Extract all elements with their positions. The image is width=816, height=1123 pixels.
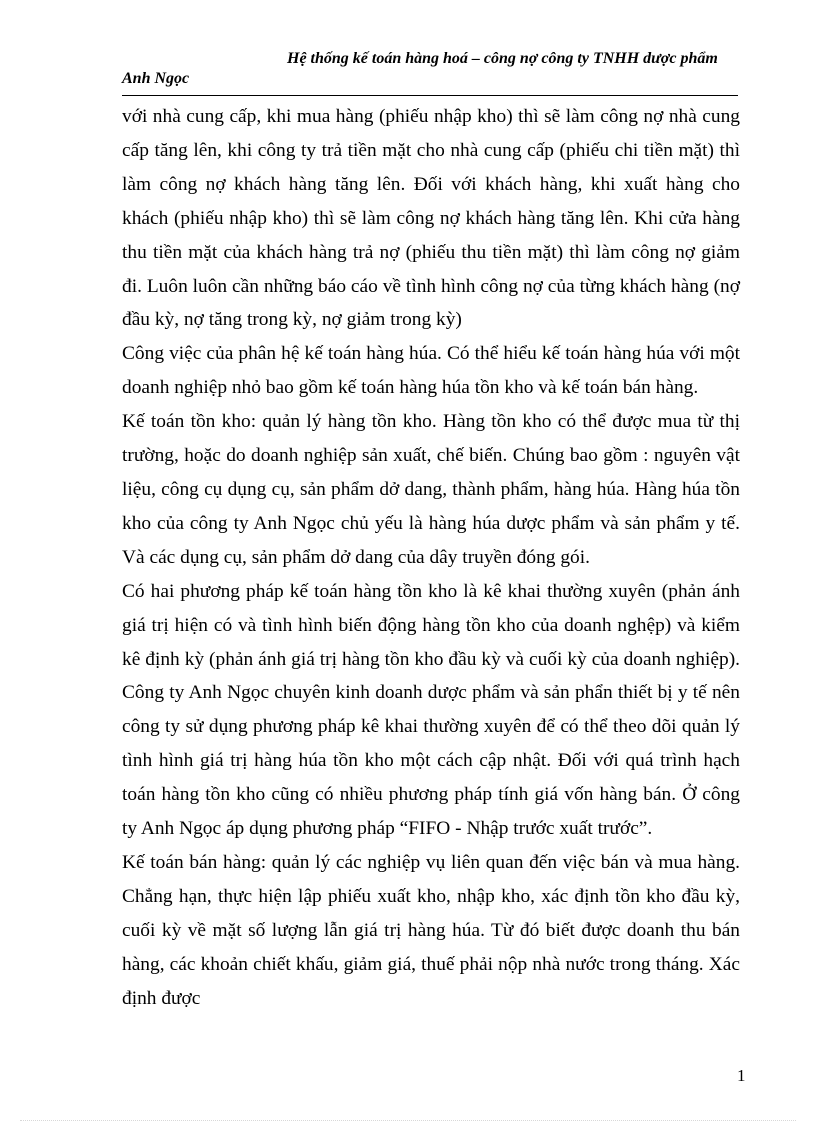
paragraph-debt-tracking: với nhà cung cấp, khi mua hàng (phiếu nhập kho) thì sẽ làm công nợ nhà cung cấp tăng lên, khi công ty trả tiền mặt cho nhà cung cấp (phiếu chi tiền mặt) thì làm công nợ khách hàng tăng lên. Đối với khách hàng, khi xuất hàng cho khách (phiếu nhập kho) thì sẽ làm công nợ khách hàng tăng lên. Khi cửa hàng thu tiền mặt của khách hàng trả nợ (phiếu thu tiền mặt) thì làm công nợ giảm đi. Luôn luôn cần những báo cáo về tình hình công nợ của từng khách hàng (nợ đầu kỳ, nợ tăng trong kỳ, nợ giảm trong kỳ) [122, 106, 740, 331]
paragraph-inventory-methods: Có hai phương pháp kế toán hàng tồn kho là kê khai thường xuyên (phản ánh giá trị hiện có và tình hình biến động hàng tồn kho của doanh nghệp) và kiểm kê định kỳ (phản ánh giá trị hàng tồn kho đầu kỳ và cuối kỳ của doanh nghiệp). Công ty Anh Ngọc chuyên kinh doanh dược phẩm và sản phẩn thiết bị y tế nên công ty sử dụng phương pháp kê khai thường xuyên để có thể theo dõi quản lý tình hình giá trị hàng húa tồn kho một cách cập nhật. Đối với quá trình hạch toán hàng tồn kho cũng có nhiều phương pháp tính giá vốn hàng bán. Ở công ty Anh Ngọc áp dụng phương pháp “FIFO - Nhập trước xuất trước”. [122, 580, 740, 840]
paragraph-goods-accounting: Công việc của phân hệ kế toán hàng húa. Có thể hiểu kế toán hàng húa với một doanh nghiệp nhỏ bao gồm kế toán hàng húa tồn kho và kế toán bán hàng. [122, 343, 740, 399]
page-bottom-divider [20, 1120, 796, 1121]
page-number: 1 [737, 1066, 746, 1085]
paragraph-inventory-accounting: Kế toán tồn kho: quản lý hàng tồn kho. Hàng tồn kho có thể được mua từ thị trường, hoặc do doanh nghiệp sản xuất, chế biến. Chúng bao gồm : nguyên vật liệu, công cụ dụng cụ, sản phẩm dở dang, thành phẩm, hàng húa. Hàng húa tồn kho của công ty Anh Ngọc chủ yếu là hàng húa dược phẩm và sản phẩm y tế. Và các dụng cụ, sản phẩm dở dang của dây truyền đóng gói. [122, 411, 740, 568]
running-header-title: Hệ thống kế toán hàng hoá – công nợ công ty TNHH dược phẩm [287, 50, 718, 67]
running-header-company: Anh Ngọc [122, 70, 190, 87]
paragraph-sales-accounting: Kế toán bán hàng: quản lý các nghiệp vụ liên quan đến việc bán và mua hàng. Chẳng hạn, thực hiện lập phiếu xuất kho, nhập kho, xác định tồn kho đầu kỳ, cuối kỳ về mặt số lượng lẫn giá trị hàng húa. Từ đó biết được doanh thu bán hàng, các khoản chiết khấu, giảm giá, thuế phải nộp nhà nước trong tháng. Xác định được [122, 851, 740, 1009]
header-divider [122, 95, 738, 96]
body-text [122, 100, 740, 1015]
